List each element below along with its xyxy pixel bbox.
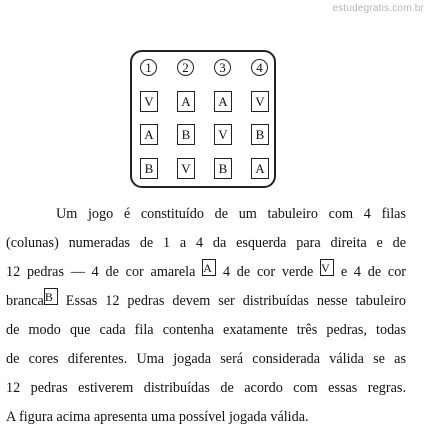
board-cell: V xyxy=(140,91,158,112)
text-fragment: branca xyxy=(6,293,44,309)
game-board xyxy=(130,50,276,188)
board-cell: A xyxy=(251,158,269,179)
text-fragment: 4 de cor verde xyxy=(222,264,314,280)
text-line: A figura acima apresenta uma possível jogada válida. xyxy=(6,409,309,425)
green-piece-icon: V xyxy=(320,259,334,276)
column-number-1: 1 xyxy=(140,59,157,76)
board-cell: A xyxy=(177,91,195,112)
text-fragment: 12 pedras — 4 de cor amarela xyxy=(6,264,196,280)
text-fragment: Essas 12 pedras devem ser distribuídas nesse tabuleiro xyxy=(65,293,406,309)
text-line: 12 pedras estiverem distribuídas de acordo com essas regras. xyxy=(6,380,406,396)
text-line: de modo que cada fila contenha exatamente três pedras, todas xyxy=(6,322,406,338)
board-cell: B xyxy=(251,124,269,145)
board-cell: V xyxy=(177,158,195,179)
board-cell: V xyxy=(214,124,232,145)
board-cell: A xyxy=(140,124,158,145)
column-number-2: 2 xyxy=(177,59,194,76)
text-line: (colunas) numeradas de 1 a 4 da esquerda para direita e de xyxy=(6,235,406,251)
board-cell: B xyxy=(177,124,195,145)
text-line-with-pieces xyxy=(6,287,406,316)
white-piece-icon: B xyxy=(44,288,58,305)
board-cell: B xyxy=(140,158,158,179)
yellow-piece-icon: A xyxy=(202,259,216,276)
column-number-4: 4 xyxy=(251,59,268,76)
site-watermark: estudegratis.com.br xyxy=(332,3,424,14)
board-cell: A xyxy=(214,91,232,112)
text-line: Um jogo é constituído de um tabuleiro com 4 filas xyxy=(56,206,406,222)
text-line-with-pieces xyxy=(6,258,406,287)
board-cell: V xyxy=(251,91,269,112)
board-cell: B xyxy=(214,158,232,179)
text-fragment: e 4 de cor xyxy=(340,264,407,280)
column-number-3: 3 xyxy=(214,59,231,76)
text-line: de cores diferentes. Uma jogada será considerada válida se as xyxy=(6,351,406,367)
problem-statement xyxy=(6,200,406,432)
